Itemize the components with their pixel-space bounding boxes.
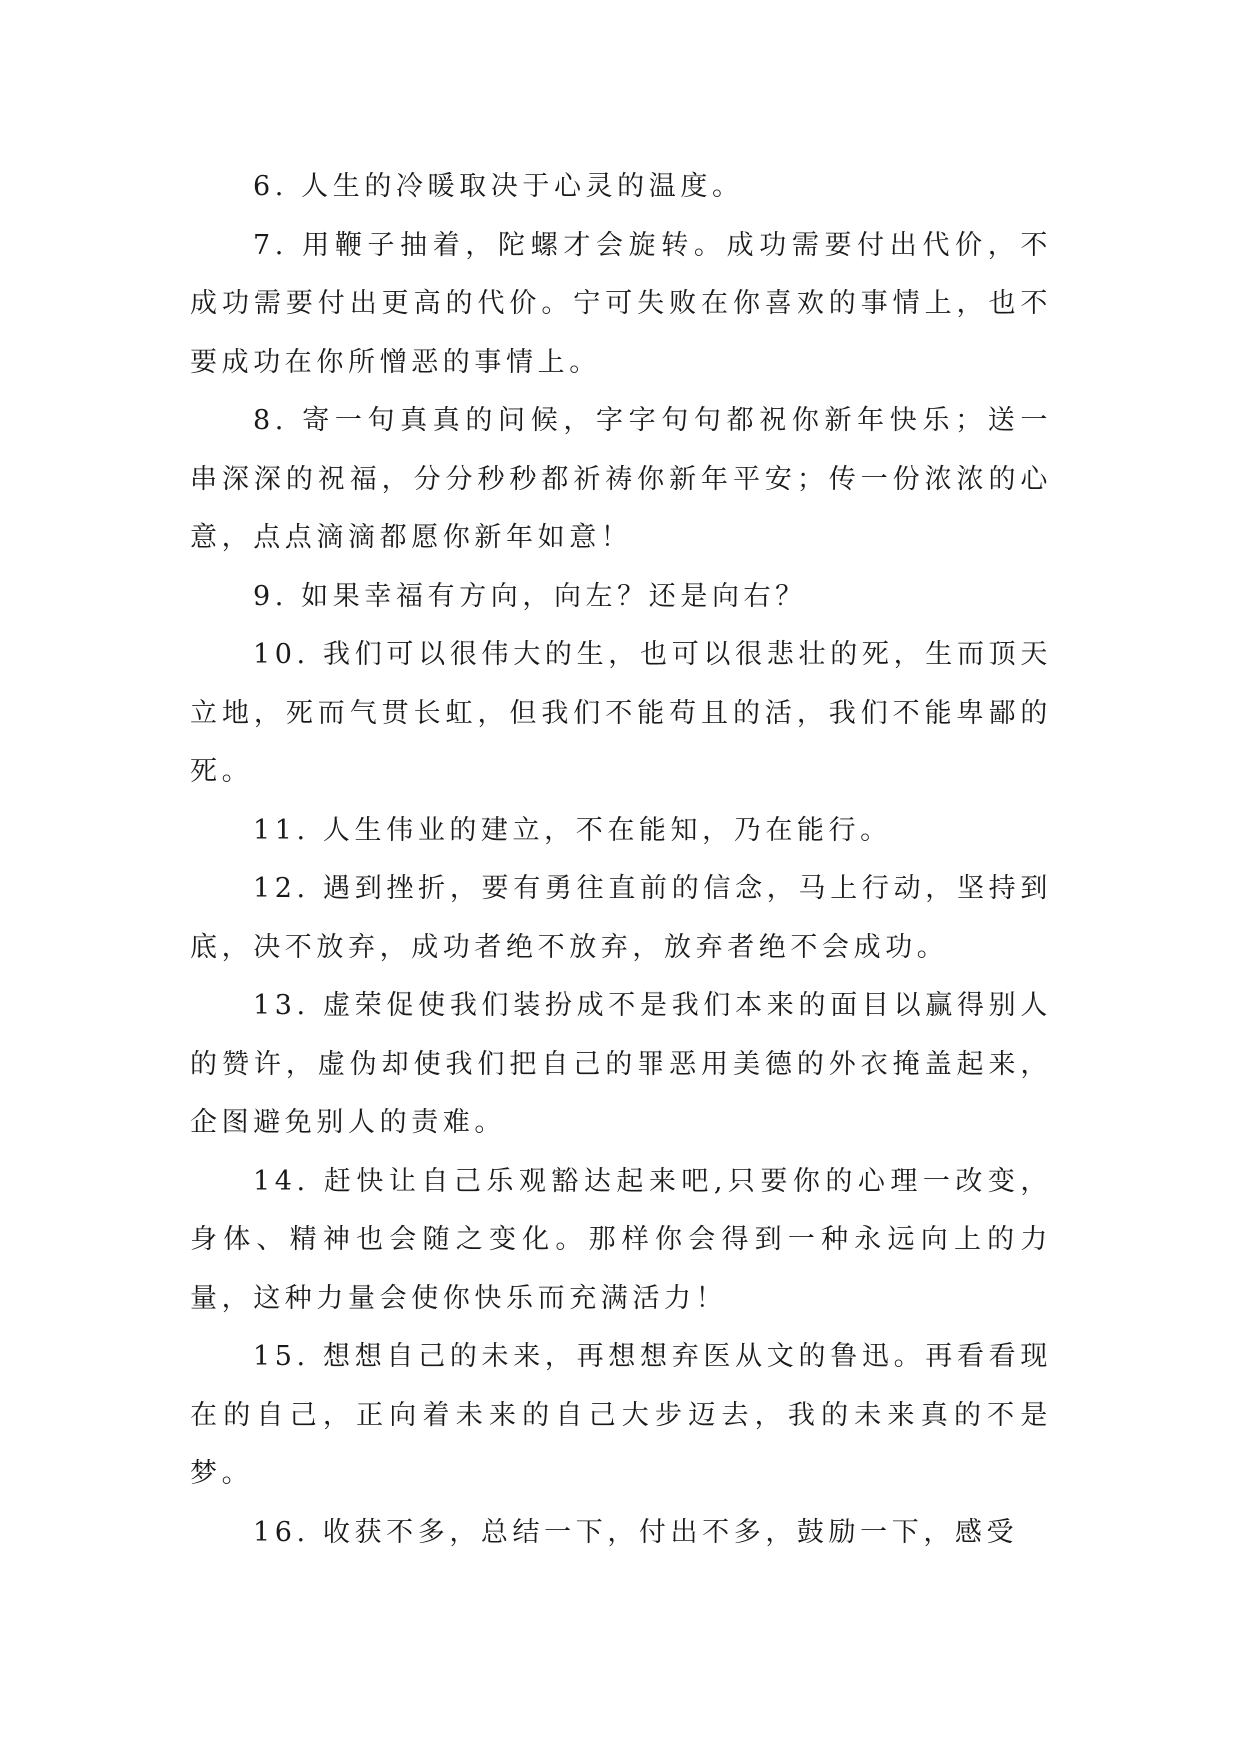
- paragraph-14: 14. 赶快让自己乐观豁达起来吧,只要你的心理一改变，身体、精神也会随之变化。那样你会得到一种永远向上的力量，这种力量会使你快乐而充满活力！: [190, 1165, 1052, 1314]
- paragraph-13: 13. 虚荣促使我们装扮成不是我们本来的面目以赢得别人的赞许，虚伪却使我们把自己的罪恶用美德的外衣掩盖起来，企图避免别人的责难。: [190, 990, 1052, 1138]
- paragraph-16: 16. 收获不多，总结一下，付出不多，鼓励一下，感受: [253, 1516, 1019, 1548]
- paragraph-7: 7. 用鞭子抽着，陀螺才会旋转。成功需要付出代价，不成功需要付出更高的代价。宁可失败在你喜欢的事情上，也不要成功在你所憎恶的事情上。: [190, 229, 1052, 378]
- paragraph-9: 9. 如果幸福有方向，向左？还是向右？: [253, 580, 807, 612]
- document-body: [190, 158, 1052, 1562]
- paragraph-11: 11. 人生伟业的建立，不在能知，乃在能行。: [253, 814, 892, 846]
- paragraph-8: 8. 寄一句真真的问候，字字句句都祝你新年快乐；送一串深深的祝福，分分秒秒都祈祷你新年平安；传一份浓浓的心意，点点滴滴都愿你新年如意！: [190, 405, 1052, 553]
- paragraph-10: 10. 我们可以很伟大的生，也可以很悲壮的死，生而顶天立地，死而气贯长虹，但我们不能苟且的活，我们不能卑鄙的死。: [190, 639, 1052, 787]
- paragraph-6: 6. 人生的冷暖取决于心灵的温度。: [253, 171, 744, 202]
- paragraph-12: 12. 遇到挫折，要有勇往直前的信念，马上行动，坚持到底，决不放弃，成功者绝不放弃，放弃者绝不会成功。: [190, 873, 1052, 963]
- paragraph-15: 15. 想想自己的未来，再想想弃医从文的鲁迅。再看看现在的自己，正向着未来的自己大步迈去，我的未来真的不是梦。: [190, 1341, 1052, 1489]
